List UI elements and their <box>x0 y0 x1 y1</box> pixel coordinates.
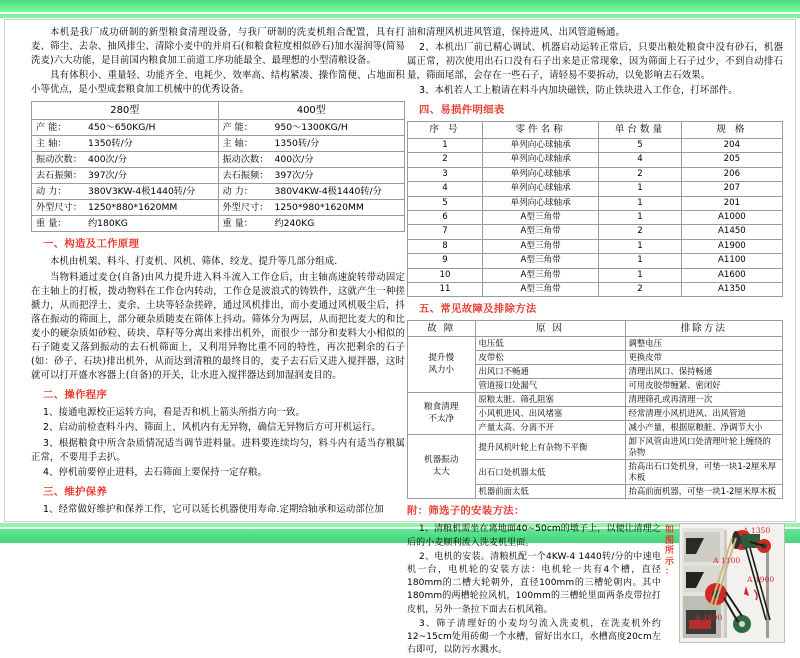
parts-cell-spec: A1600 <box>681 268 782 282</box>
spec-value-280-spindle: 1350转/分 <box>88 138 133 150</box>
spec-cell-280-capacity <box>32 120 219 136</box>
parts-cell-qty: 1 <box>599 254 682 268</box>
operation-item-4: 4、停机前要停止进料，去石筛面上要保持一定存粮。 <box>43 466 267 478</box>
table-row <box>408 196 783 210</box>
figure-note-char-4: 示 <box>664 556 674 567</box>
fault-group-label-2-line1: 粮食清理 <box>424 402 459 413</box>
structure-paragraph-2: 当物料通过麦仓(自备)由风力提升进入料斗流入工作仓后，由主轴高速旋转带动固定在主轴上的打板，拨动物料在工作仓内转动，工作仓是波浪式的铸铁件，这就产生一种搓搋力，从而把浮土、麦余、土块等轻杂搓碎，通过风机排出，而小麦通过风机吸尘后，抖落在振动的筛面上，部分硬杂质随麦在筛体上抖动。筛体分为两层，从而把比麦大的和比麦小的硬杂质如砂粒、砖块、草籽等分离出来排出机外，而很少一部分和麦料大小相似的石子随麦又落到振动的去石机筛面上，又利用异物比重不同的特性，再次把剩余的石子(如：砂子、石块)排出机外，从而达到清粮的最终目的，麦子去石后又进入搅拌器，这时就可以打开盛水容器上(自备)的开关，让水进入搅拌器达到加湿润麦目的。 <box>31 271 405 382</box>
fault-group-label-1-line2: 风力小 <box>428 364 455 375</box>
parts-cell-name: 单列向心球轴承 <box>483 167 599 181</box>
table-row <box>408 153 783 167</box>
parts-cell-spec: 206 <box>681 167 782 181</box>
appendix-text <box>407 523 661 657</box>
spec-cell-400-vibration <box>218 152 405 168</box>
spec-value-400-capacity: 950～1300KG/H <box>274 122 348 134</box>
fault-cause: 出石口处机器太低 <box>475 460 625 485</box>
table-row <box>408 167 783 181</box>
spec-value-400-destoner: 397次/分 <box>274 170 314 182</box>
fault-fix: 清理筛孔或再清理一次 <box>625 393 783 407</box>
parts-col-name: 零件名称 <box>483 122 599 138</box>
spec-label-dimensions: 外型尺寸： <box>36 202 82 214</box>
spec-cell-280-spindle <box>32 136 219 152</box>
fault-group-label-3 <box>408 435 476 499</box>
spec-cell-400-power <box>218 184 405 200</box>
fault-fix: 可用皮胶带缠紧、密闭好 <box>625 379 783 393</box>
table-row <box>408 210 783 224</box>
parts-cell-qty: 2 <box>599 167 682 181</box>
fault-col-cause: 原 因 <box>475 321 625 337</box>
section-heading-parts: 四、易损件明细表 <box>419 104 505 117</box>
fault-group-label-3-line2: 太大 <box>432 466 450 477</box>
continued-block <box>407 20 783 98</box>
callout-a1900: A 1900 <box>747 575 775 585</box>
parts-cell-no: 3 <box>408 167 483 181</box>
parts-cell-no: 7 <box>408 225 483 239</box>
fault-fix: 抬高出石口处机身，可垫一块1-2厘米厚木板 <box>625 460 783 485</box>
fault-col-fault: 故 障 <box>408 321 476 337</box>
table-row <box>408 138 783 152</box>
parts-cell-spec: 205 <box>681 153 782 167</box>
parts-cell-spec: A1000 <box>681 210 782 224</box>
fault-group-label-3-line1: 机器振动 <box>424 455 459 466</box>
parts-cell-name: A型三角带 <box>483 268 599 282</box>
parts-cell-no: 10 <box>408 268 483 282</box>
spec-label-destoner: 去石振频： <box>36 170 82 182</box>
fault-fix: 卸下风管由进风口处清理叶轮上缠绕的杂物 <box>625 435 783 460</box>
parts-header-row <box>408 122 783 138</box>
parts-cell-name: A型三角带 <box>483 225 599 239</box>
spec-label-vibration-400: 振动次数： <box>222 154 269 166</box>
spec-value-280-capacity: 450～650KG/H <box>88 122 156 134</box>
table-row <box>408 435 783 460</box>
spec-cell-280-destoner <box>32 168 219 184</box>
spec-model-280: 280型 <box>32 102 219 120</box>
spec-value-280-power: 380V3KW-4极1440转/分 <box>88 186 196 198</box>
parts-cell-spec: 207 <box>681 182 782 196</box>
fault-group-label-2 <box>408 393 476 435</box>
spec-label-weight-400: 重 量： <box>222 218 253 230</box>
fault-fix: 更换皮带 <box>625 351 783 365</box>
parts-cell-qty: 1 <box>599 196 682 210</box>
figure-note-char-3: 所 <box>664 546 674 557</box>
parts-cell-name: 单列向心球轴承 <box>483 196 599 210</box>
table-row <box>408 182 783 196</box>
spec-label-dimensions-400: 外型尺寸： <box>222 202 269 214</box>
spec-cell-280-vibration <box>32 152 219 168</box>
spec-row-vibration <box>32 152 405 168</box>
appendix-item-1: 1、清粮机需坐在离地面40~50cm的墩子上，以便让清理之后的小麦顺利流入洗麦机里面。 <box>407 524 661 548</box>
appendix-item-3: 3、筛子清理好的小麦均匀流入洗麦机，在洗麦机外约12~15cm处用砖砌一个水槽，留好出水口，水槽高度20cm左右即可，以防污水溅水。 <box>407 618 661 656</box>
table-row <box>408 239 783 253</box>
fault-fix: 经常清理小风机进风、出风管道 <box>625 407 783 421</box>
appendix-heading: 附：筛选子的安装方法： <box>407 505 525 518</box>
fault-cause: 机器前面太低 <box>475 485 625 499</box>
spec-value-280-vibration: 400次/分 <box>88 154 128 166</box>
callout-a1600: A 1600 <box>695 613 723 623</box>
operation-item-1: 1、接通电源校正运转方向，看是否和机上箭头所指方向一致。 <box>43 407 305 419</box>
spec-value-280-destoner: 397次/分 <box>88 170 128 182</box>
parts-cell-name: 单列向心球轴承 <box>483 153 599 167</box>
fault-cause: 产量太高、分离不开 <box>475 421 625 435</box>
fault-table <box>407 320 783 499</box>
spec-label-capacity-400: 产 能： <box>222 122 253 134</box>
fault-cause: 提升风机叶轮上有杂物不平衡 <box>475 435 625 460</box>
parts-cell-spec: 201 <box>681 196 782 210</box>
parts-col-qty: 单台数量 <box>599 122 682 138</box>
parts-cell-no: 8 <box>408 239 483 253</box>
section-heading-operation: 二、操作程序 <box>43 389 108 402</box>
table-row <box>408 282 783 296</box>
spec-model-400: 400型 <box>218 102 405 120</box>
callout-a1100: A 1100 <box>713 556 741 566</box>
figure-note-vertical <box>663 525 676 578</box>
section-heading-structure: 一、构造及工作原理 <box>43 238 140 251</box>
spec-header-row <box>32 102 405 120</box>
spec-cell-280-dimensions <box>32 200 219 216</box>
spec-value-400-vibration: 400次/分 <box>274 154 314 166</box>
operation-item-3: 3、根据粮食中所含杂质情况适当调节进料量。进料要连续均匀，料斗内有适当存粮属正常，不要用手去扒。 <box>31 437 405 463</box>
parts-cell-spec: A1350 <box>681 282 782 296</box>
parts-cell-name: 单列向心球轴承 <box>483 182 599 196</box>
spec-value-400-dimensions: 1250*980*1620MM <box>274 202 364 214</box>
maintenance-item-2: 2、本机出厂前已精心调试、机器启动运转正常后，只要出粮处粮食中没有砂石，机器属正常，初次使用出石口没有石子出来是正常现象，因为筛面上石子过少，不到自动排石量，筛面尾部，会存在一些石子，请轻易不要拆动，以免影响去石效果。 <box>407 42 783 82</box>
fault-group-label-1 <box>408 337 476 393</box>
spec-value-400-weight: 约240KG <box>274 218 315 230</box>
fault-cause: 小风机进风、出风堵塞 <box>475 407 625 421</box>
intro-block <box>31 20 405 97</box>
intro-paragraph-2: 具有体积小、重量轻、功能齐全、电耗少、效率高、结构紧凑、操作简便、占地面积小等优点，是小型成套粮食加工机械中的优秀设备。 <box>31 70 405 96</box>
fault-fix: 调整电压 <box>625 337 783 351</box>
fault-fix: 清理出风口、保持畅通 <box>625 365 783 379</box>
parts-cell-name: A型三角带 <box>483 254 599 268</box>
table-row <box>408 225 783 239</box>
spec-cell-400-dimensions <box>218 200 405 216</box>
fault-cause: 电压低 <box>475 337 625 351</box>
parts-cell-qty: 2 <box>599 225 682 239</box>
appendix-item-2: 2、电机的安装。清粮机配一个4KW-4 1440转/分的中速电机一台，电机轮的安装方法：电机轮一共有4个槽，直径180mm的二槽大轮朝外，直径100mm的三槽轮朝内。其中180mm的两槽轮拉风机，100mm的三槽轮里面两条皮带拉打皮机，另外一条拉下面去石机风箱。 <box>407 551 661 615</box>
fault-cause: 出风口不畅通 <box>475 365 625 379</box>
fault-cause: 原粮太脏、筛孔阻塞 <box>475 393 625 407</box>
parts-cell-qty: 4 <box>599 153 682 167</box>
spec-row-spindle <box>32 136 405 152</box>
parts-cell-qty: 1 <box>599 210 682 224</box>
parts-cell-no: 11 <box>408 282 483 296</box>
left-column <box>31 20 405 518</box>
section-heading-maintenance: 三、维护保养 <box>43 485 108 498</box>
spec-label-weight: 重 量： <box>36 218 67 230</box>
spec-cell-400-capacity <box>218 120 405 136</box>
parts-cell-qty: 1 <box>599 239 682 253</box>
parts-cell-name: 单列向心球轴承 <box>483 138 599 152</box>
structure-paragraph-1: 本机由机架、料斗、打麦机、风机、筛体、绞龙、提升等几部分组成. <box>50 256 338 268</box>
callout-a1350: A 1350 <box>743 526 771 536</box>
parts-table <box>407 121 783 297</box>
fault-cause: 皮带松 <box>475 351 625 365</box>
spec-value-280-dimensions: 1250*880*1620MM <box>88 202 178 214</box>
spec-label-power-400: 动 力： <box>222 186 253 198</box>
spec-label-power: 动 力： <box>36 186 67 198</box>
spec-value-280-weight: 约180KG <box>88 218 128 230</box>
figure-note-char-1: 如 <box>664 525 674 536</box>
spec-cell-400-spindle <box>218 136 405 152</box>
parts-col-spec: 规 格 <box>681 122 782 138</box>
fault-cause: 管道接口处漏气 <box>475 379 625 393</box>
table-row <box>408 337 783 351</box>
fault-group-label-1-line1: 提升慢 <box>428 353 455 364</box>
fault-fix: 减小产量，根据原粮脏、净调节大小 <box>625 421 783 435</box>
appendix-figure-block <box>407 523 783 657</box>
parts-cell-no: 4 <box>408 182 483 196</box>
parts-cell-spec: A1900 <box>681 239 782 253</box>
decorative-bar-top <box>0 0 800 12</box>
parts-cell-name: A型三角带 <box>483 210 599 224</box>
figure-note-char-2: 图 <box>664 535 674 546</box>
table-row <box>408 254 783 268</box>
parts-cell-qty: 2 <box>599 282 682 296</box>
right-column <box>407 20 783 658</box>
parts-cell-qty: 5 <box>599 138 682 152</box>
fault-group-label-2-line2: 不太净 <box>428 413 455 424</box>
parts-cell-spec: A1450 <box>681 225 782 239</box>
spec-value-400-spindle: 1350转/分 <box>274 138 320 150</box>
parts-cell-no: 1 <box>408 138 483 152</box>
specification-table <box>31 101 405 232</box>
decorative-bar-top-thin <box>0 14 800 18</box>
spec-cell-280-weight <box>32 216 219 232</box>
parts-cell-spec: 204 <box>681 138 782 152</box>
spec-row-weight <box>32 216 405 232</box>
table-row <box>408 393 783 407</box>
section-heading-faults: 五、常见故障及排除方法 <box>419 303 537 316</box>
parts-cell-qty: 1 <box>599 182 682 196</box>
parts-cell-spec: A1100 <box>681 254 782 268</box>
parts-cell-name: A型三角带 <box>483 239 599 253</box>
spec-row-capacity <box>32 120 405 136</box>
spec-row-destoner <box>32 168 405 184</box>
parts-cell-qty: 1 <box>599 268 682 282</box>
parts-col-no: 序 号 <box>408 122 483 138</box>
parts-cell-no: 9 <box>408 254 483 268</box>
fault-col-fix: 排除方法 <box>625 321 783 337</box>
spec-label-spindle-400: 主 轴： <box>222 138 253 150</box>
spec-label-spindle: 主 轴： <box>36 138 67 150</box>
fault-fix: 抬高前面机器，可垫一块1-2厘米厚木板 <box>625 485 783 499</box>
figure-note-char-5: ： <box>664 567 674 578</box>
continued-paragraph: 油和清理风机进风管道，保持进风、出风管道畅通。 <box>407 27 625 38</box>
parts-cell-name: A型三角带 <box>483 282 599 296</box>
table-row <box>408 268 783 282</box>
spec-label-destoner-400: 去石振频： <box>222 170 269 182</box>
spec-label-capacity: 产 能： <box>36 122 67 134</box>
operation-item-2: 2、启动前检查料斗内、筛面上、风机内有无异物，确信无异物后方可开机运行。 <box>43 422 381 434</box>
spec-label-vibration: 振动次数： <box>36 154 82 166</box>
spec-row-power <box>32 184 405 200</box>
spec-row-dimensions <box>32 200 405 216</box>
maintenance-item-1: 1、经常做好维护和保养工作，它可以延长机器使用寿命.定期给轴承和运动部位加 <box>43 503 384 515</box>
spec-cell-400-weight <box>218 216 405 232</box>
parts-cell-no: 6 <box>408 210 483 224</box>
spec-cell-280-power <box>32 184 219 200</box>
parts-cell-no: 5 <box>408 196 483 210</box>
intro-paragraph-1: 本机是我厂成功研制的新型粮食清理设备，与我厂研制的洗麦机组合配置，具有打麦、筛尘、去杂、抽风排尘、清除小麦中的并肩石(和粮食粒度相似砂石)加水湿润等(简易洗麦)六大功能，是目前国内粮食加工前道工序功能最全、最理想的小型清粮设备。 <box>31 27 405 67</box>
spec-value-400-power: 380V4KW-4极1440转/分 <box>274 186 382 198</box>
parts-cell-no: 2 <box>408 153 483 167</box>
fault-header-row <box>408 321 783 337</box>
content-frame <box>4 19 796 656</box>
spec-cell-400-destoner <box>218 168 405 184</box>
maintenance-item-3: 3、本机若人工上粮请在料斗内加块磁铁，防止铁块进入工作仓，打坏部件。 <box>419 85 738 97</box>
